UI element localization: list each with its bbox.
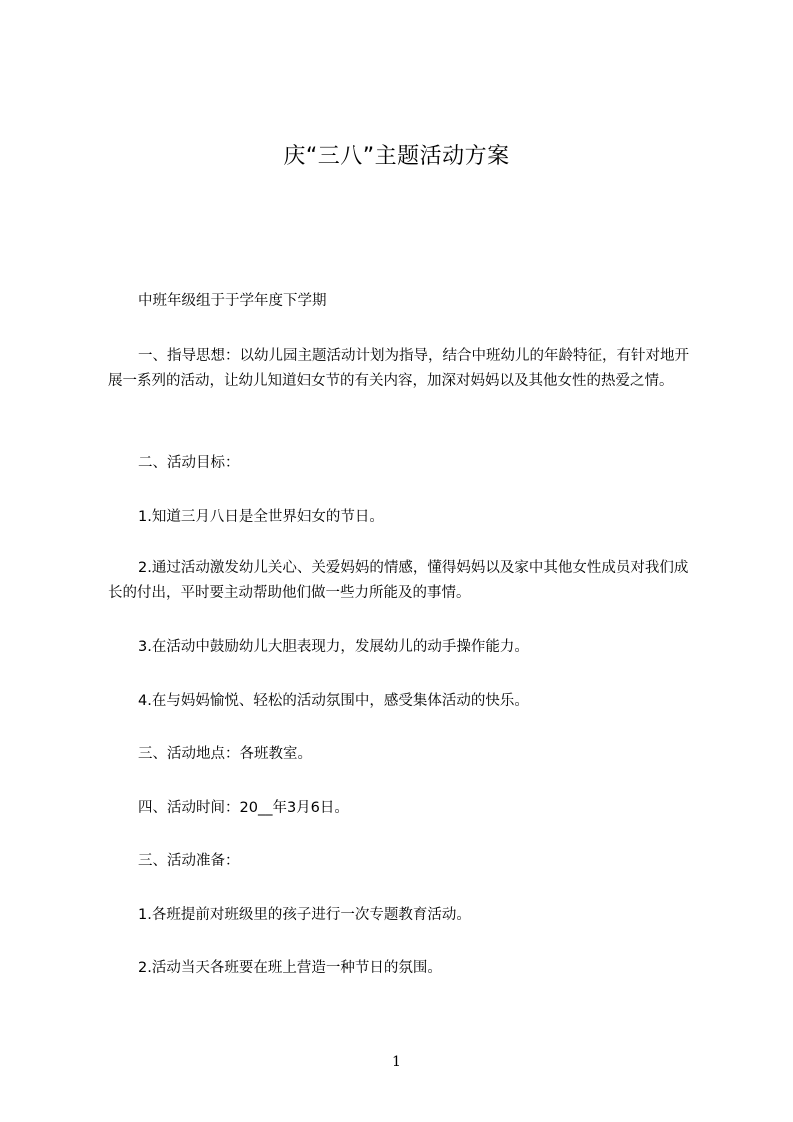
paragraph-guiding-idea: 一、指导思想：以幼儿园主题活动计划为指导，结合中班幼儿的年龄特征，有针对地开展一系列的活动，让幼儿知道妇女节的有关内容，加深对妈妈以及其他女性的热爱之情。 <box>108 348 689 389</box>
document-title: 庆“三八”主题活动方案 <box>283 144 510 169</box>
paragraph-goal-4: 4.在与妈妈愉悦、轻松的活动氛围中，感受集体活动的快乐。 <box>138 693 529 709</box>
paragraph-location: 三、活动地点：各班教室。 <box>138 746 312 762</box>
paragraph-goals-heading: 二、活动目标： <box>138 455 240 471</box>
page-number: 1 <box>392 1054 401 1070</box>
paragraph-preparation-heading: 三、活动准备： <box>138 853 240 869</box>
paragraph-preparation-2: 2.活动当天各班要在班上营造一种节日的氛围。 <box>138 960 442 976</box>
paragraph-grade-term: 中班年级组于于学年度下学期 <box>138 293 327 309</box>
paragraph-time: 四、活动时间：20__年3月6日。 <box>138 800 349 816</box>
paragraph-goal-3: 3.在活动中鼓励幼儿大胆表现力，发展幼儿的动手操作能力。 <box>138 639 529 655</box>
paragraph-goal-2: 2.通过活动激发幼儿关心、关爱妈妈的情感，懂得妈妈以及家中其他女性成员对我们成长的付出，平时要主动帮助他们做一些力所能及的事情。 <box>108 560 689 601</box>
paragraph-preparation-1: 1.各班提前对班级里的孩子进行一次专题教育活动。 <box>138 907 471 923</box>
paragraph-goal-1: 1.知道三月八日是全世界妇女的节日。 <box>138 509 384 525</box>
